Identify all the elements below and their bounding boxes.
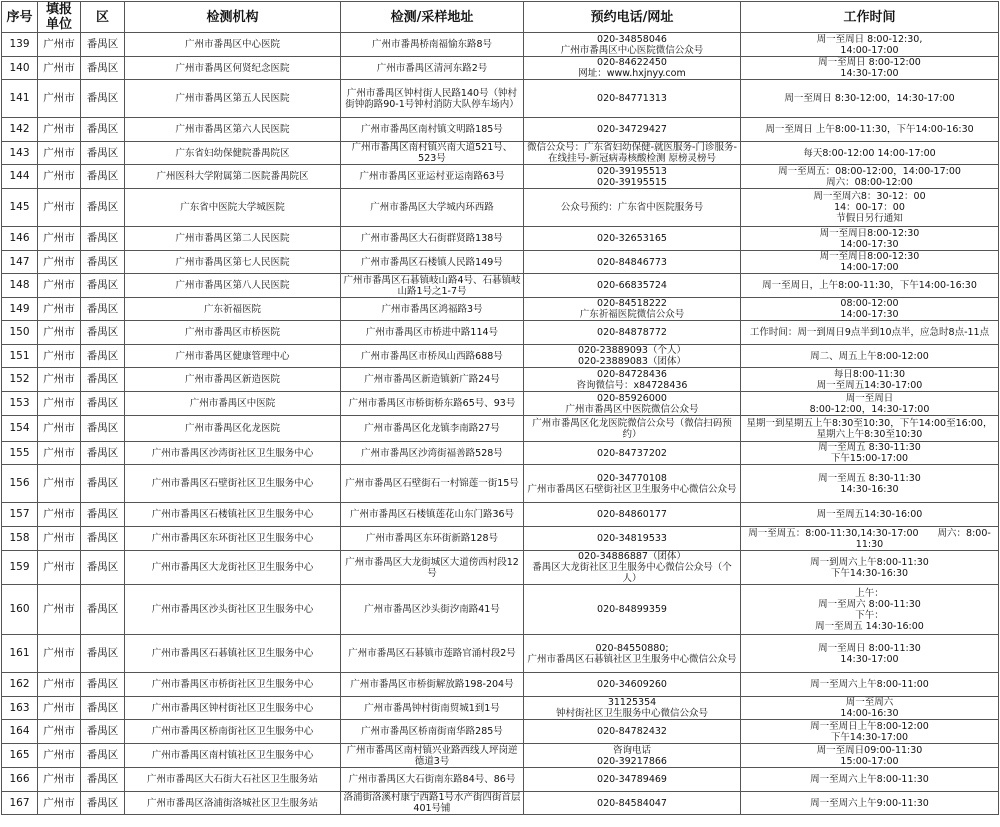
- row-index: 151: [2, 345, 38, 368]
- row-booking: 020-39195513 020-39195515: [524, 165, 741, 189]
- row-address: 广州市番禺区大石街南东路84号、86号: [341, 768, 524, 792]
- row-address: 广州市番禺区南村镇兴业路西线人坪岗逆德道3号: [341, 744, 524, 768]
- row-booking: 020-34819533: [524, 527, 741, 551]
- row-institution: 广东省妇幼保健院番禺院区: [125, 142, 341, 165]
- row-booking: 020-84584047: [524, 792, 741, 815]
- header-reporting-unit: 填报 单位: [38, 2, 81, 33]
- table-row: [2, 57, 999, 80]
- row-institution: 广州市番禺区沙头街社区卫生服务中心: [125, 585, 341, 635]
- row-district: 番禺区: [81, 744, 125, 768]
- row-index: 150: [2, 321, 38, 345]
- header-hours: 工作时间: [741, 2, 999, 33]
- row-district: 番禺区: [81, 321, 125, 345]
- row-address: 广州市番禺区石楼镇人民路149号: [341, 251, 524, 274]
- row-index: 167: [2, 792, 38, 815]
- row-address: 广州市番禺区化龙镇李南路27号: [341, 416, 524, 442]
- row-index: 154: [2, 416, 38, 442]
- table-row: [2, 720, 999, 744]
- table-row: [2, 442, 999, 465]
- row-booking: 020-84899359: [524, 585, 741, 635]
- row-hours: 周一至周六 14:00-16:30: [741, 697, 999, 720]
- table-row: [2, 585, 999, 635]
- row-index: 152: [2, 368, 38, 392]
- table-row: [2, 227, 999, 251]
- row-address: 广州市番禺区石楼镇莲花山东门路36号: [341, 503, 524, 527]
- row-hours: 周一至周日 上午8:00-11:30，下午14:00-16:30: [741, 118, 999, 142]
- row-hours: 周二、周五上午8:00-12:00: [741, 345, 999, 368]
- table-row: [2, 368, 999, 392]
- row-district: 番禺区: [81, 673, 125, 697]
- row-district: 番禺区: [81, 768, 125, 792]
- row-address: 广州市番禺区南村镇兴南大道521号、523号: [341, 142, 524, 165]
- row-booking: 020-84782432: [524, 720, 741, 744]
- row-index: 141: [2, 80, 38, 118]
- row-reporting-unit: 广州市: [38, 251, 81, 274]
- row-institution: 广州市番禺区东环街社区卫生服务中心: [125, 527, 341, 551]
- row-booking: 31125354 钟村街社区卫生服务中心微信公众号: [524, 697, 741, 720]
- row-reporting-unit: 广州市: [38, 465, 81, 503]
- table-row: [2, 744, 999, 768]
- row-hours: 周一至周六上午9:00-11:30: [741, 792, 999, 815]
- row-index: 140: [2, 57, 38, 80]
- row-hours: 周一至周日09:00-11:30 15:00-17:00: [741, 744, 999, 768]
- row-reporting-unit: 广州市: [38, 33, 81, 57]
- row-address: 广州市番禺桥南福愉东路8号: [341, 33, 524, 57]
- row-index: 161: [2, 635, 38, 673]
- row-hours: 周一至周五 8:30-11:30 下午15:00-17:00: [741, 442, 999, 465]
- row-index: 145: [2, 189, 38, 227]
- row-reporting-unit: 广州市: [38, 768, 81, 792]
- row-index: 142: [2, 118, 38, 142]
- row-index: 144: [2, 165, 38, 189]
- row-reporting-unit: 广州市: [38, 321, 81, 345]
- row-institution: 广州市番禺区第八人民医院: [125, 274, 341, 298]
- row-institution: 广州市番禺区中医院: [125, 392, 341, 416]
- row-institution: 广州市番禺区沙湾街社区卫生服务中心: [125, 442, 341, 465]
- row-district: 番禺区: [81, 720, 125, 744]
- row-index: 164: [2, 720, 38, 744]
- row-index: 158: [2, 527, 38, 551]
- row-address: 广州市番禺区沙湾街福善路528号: [341, 442, 524, 465]
- row-index: 165: [2, 744, 38, 768]
- row-index: 149: [2, 298, 38, 321]
- row-address: 广州市番禺区沙头街汐南路41号: [341, 585, 524, 635]
- row-hours: 星期一到星期五上午8:30至10:30，下午14:00至16:00，星期六上午8:30至10:30: [741, 416, 999, 442]
- row-reporting-unit: 广州市: [38, 392, 81, 416]
- row-reporting-unit: 广州市: [38, 165, 81, 189]
- row-institution: 广州市番禺区钟村街社区卫生服务中心: [125, 697, 341, 720]
- row-booking: 020-84771313: [524, 80, 741, 118]
- header-index: 序号: [2, 2, 38, 33]
- row-district: 番禺区: [81, 635, 125, 673]
- row-index: 156: [2, 465, 38, 503]
- row-hours: 每天8:00-12:00 14:00-17:00: [741, 142, 999, 165]
- row-district: 番禺区: [81, 465, 125, 503]
- row-booking: 020-85926000 广州市番禺区中医院微信公众号: [524, 392, 741, 416]
- row-address: 广州市番禺区市桥进中路114号: [341, 321, 524, 345]
- table-row: [2, 345, 999, 368]
- row-institution: 广州市番禺区中心医院: [125, 33, 341, 57]
- row-district: 番禺区: [81, 551, 125, 585]
- row-reporting-unit: 广州市: [38, 551, 81, 585]
- row-institution: 广州市番禺区第五人民医院: [125, 80, 341, 118]
- row-address: 广州市番禺区石碁镇岐山路4号、石碁镇岐山路1号之1-7号: [341, 274, 524, 298]
- row-index: 157: [2, 503, 38, 527]
- row-booking: 020-84550880; 广州市番禺区石碁镇社区卫生服务中心微信公众号: [524, 635, 741, 673]
- table-row: [2, 189, 999, 227]
- row-district: 番禺区: [81, 392, 125, 416]
- row-hours: 上午： 周一至周六 8:00-11:30 下午： 周一至周五 14:30-16:00: [741, 585, 999, 635]
- row-district: 番禺区: [81, 503, 125, 527]
- row-address: 广州市番禺区大学城内环西路: [341, 189, 524, 227]
- row-hours: 周一至周日 8:00-12:30, 14:00-17:00: [741, 33, 999, 57]
- row-district: 番禺区: [81, 142, 125, 165]
- row-booking: 020-84878772: [524, 321, 741, 345]
- row-institution: 广州市番禺区洛浦街洛城社区卫生服务站: [125, 792, 341, 815]
- row-index: 143: [2, 142, 38, 165]
- row-booking: 微信公众号：广东省妇幼保健-就医服务-门诊服务-在线挂号-新冠病毒核酸检测 原榜灵榜号: [524, 142, 741, 165]
- table-row: [2, 33, 999, 57]
- row-district: 番禺区: [81, 416, 125, 442]
- header-district: 区: [81, 2, 125, 33]
- row-index: 139: [2, 33, 38, 57]
- row-hours: 周一至周五 8:30-11:30 14:30-16:30: [741, 465, 999, 503]
- row-district: 番禺区: [81, 189, 125, 227]
- row-reporting-unit: 广州市: [38, 189, 81, 227]
- row-reporting-unit: 广州市: [38, 792, 81, 815]
- table-row: [2, 392, 999, 416]
- row-address: 广州市番禺区鸿福路3号: [341, 298, 524, 321]
- row-reporting-unit: 广州市: [38, 142, 81, 165]
- row-hours: 工作时间：周一到周日9点半到10点半，应急时8点-11点: [741, 321, 999, 345]
- row-hours: 周一至周五：8:00-11:30,14:30-17:00 周六：8:00-11:30: [741, 527, 999, 551]
- table-row: [2, 251, 999, 274]
- row-address: 广州市番禺区东环街新路128号: [341, 527, 524, 551]
- row-booking: 020-34858046 广州市番禺区中心医院微信公众号: [524, 33, 741, 57]
- row-hours: 周一至周日，上午8:00-11:30，下午14:00-16:30: [741, 274, 999, 298]
- row-reporting-unit: 广州市: [38, 80, 81, 118]
- row-institution: 广州市番禺区石楼镇社区卫生服务中心: [125, 503, 341, 527]
- table-row: [2, 80, 999, 118]
- row-address: 广州市番禺区钟村街人民路140号（钟村街钟韵路90-1号钟村消防大队停车场内）: [341, 80, 524, 118]
- row-index: 147: [2, 251, 38, 274]
- row-address: 广州市番禺区市桥街桥东路65号、93号: [341, 392, 524, 416]
- header-address: 检测/采样地址: [341, 2, 524, 33]
- row-address: 广州市番禺区大石街群贤路138号: [341, 227, 524, 251]
- row-reporting-unit: 广州市: [38, 527, 81, 551]
- row-address: 广州市番禺区桥南街南华路285号: [341, 720, 524, 744]
- row-hours: 周一至周日 8:00-11:30 14:30-17:00: [741, 635, 999, 673]
- row-institution: 广州市番禺区第六人民医院: [125, 118, 341, 142]
- row-district: 番禺区: [81, 697, 125, 720]
- row-district: 番禺区: [81, 585, 125, 635]
- row-district: 番禺区: [81, 227, 125, 251]
- row-institution: 广东祈福医院: [125, 298, 341, 321]
- row-district: 番禺区: [81, 442, 125, 465]
- row-hours: 周一到周六上午8:00-11:30 下午14:30-16:30: [741, 551, 999, 585]
- row-district: 番禺区: [81, 298, 125, 321]
- row-index: 160: [2, 585, 38, 635]
- row-institution: 广州市番禺区大龙街社区卫生服务中心: [125, 551, 341, 585]
- table-row: [2, 503, 999, 527]
- row-address: 广州市番禺区市桥凤山西路688号: [341, 345, 524, 368]
- row-address: 广州市番禺区大龙街城区大道傍西村段12号: [341, 551, 524, 585]
- table-row: [2, 416, 999, 442]
- row-booking: 020-34770108 广州市番禺区石壁街社区卫生服务中心微信公众号: [524, 465, 741, 503]
- table-row: [2, 165, 999, 189]
- row-district: 番禺区: [81, 80, 125, 118]
- row-institution: 广州市番禺区桥南街社区卫生服务中心: [125, 720, 341, 744]
- row-booking: 公众号预约：广东省中医院服务号: [524, 189, 741, 227]
- table-row: [2, 321, 999, 345]
- row-reporting-unit: 广州市: [38, 345, 81, 368]
- row-reporting-unit: 广州市: [38, 368, 81, 392]
- row-hours: 周一至周日 8:30-12:00，14:30-17:00: [741, 80, 999, 118]
- table-row: [2, 697, 999, 720]
- row-institution: 广东省中医院大学城医院: [125, 189, 341, 227]
- row-reporting-unit: 广州市: [38, 585, 81, 635]
- table-row: [2, 673, 999, 697]
- row-index: 166: [2, 768, 38, 792]
- row-hours: 周一至周五14:30-16:00: [741, 503, 999, 527]
- header-row: [2, 2, 999, 33]
- row-booking: 020-34886887（团体） 番禺区大龙街社区卫生服务中心微信公众号（个人）: [524, 551, 741, 585]
- row-index: 146: [2, 227, 38, 251]
- row-booking: 020-84622450 网址：www.hxjnyy.com: [524, 57, 741, 80]
- row-hours: 周一至周日8:00-12:30 14:00-17:00: [741, 251, 999, 274]
- row-hours: 周一至周日 8:00-12:00 14:30-17:00: [741, 57, 999, 80]
- table-row: [2, 142, 999, 165]
- row-hours: 周一至周日 8:00-12:00，14:30-17:00: [741, 392, 999, 416]
- row-booking: 020-84737202: [524, 442, 741, 465]
- row-address: 广州市番禺区石壁街石一村锦莲一街15号: [341, 465, 524, 503]
- row-institution: 广州市番禺区石碁镇社区卫生服务中心: [125, 635, 341, 673]
- row-hours: 08:00-12:00 14:00-17:30: [741, 298, 999, 321]
- row-address: 广州市番禺区石碁镇市莲路官涌村段2号: [341, 635, 524, 673]
- row-district: 番禺区: [81, 368, 125, 392]
- row-booking: 020-84518222 广东祈福医院微信公众号: [524, 298, 741, 321]
- table-row: [2, 768, 999, 792]
- row-booking: 020-34609260: [524, 673, 741, 697]
- row-hours: 周一至周日8:00-12:30 14:00-17:30: [741, 227, 999, 251]
- row-address: 洛浦街洛溪村康宁西路1号水产街四街首层401号铺: [341, 792, 524, 815]
- row-institution: 广州市番禺区第七人民医院: [125, 251, 341, 274]
- testing-sites-table: [1, 1, 998, 826]
- row-reporting-unit: 广州市: [38, 118, 81, 142]
- row-index: 148: [2, 274, 38, 298]
- row-reporting-unit: 广州市: [38, 503, 81, 527]
- row-booking: 020-32653165: [524, 227, 741, 251]
- row-institution: 广州市番禺区南村镇社区卫生服务中心: [125, 744, 341, 768]
- row-booking: 020-84860177: [524, 503, 741, 527]
- row-district: 番禺区: [81, 251, 125, 274]
- row-address: 广州市番禺区南村镇文明路185号: [341, 118, 524, 142]
- row-booking: 020-66835724: [524, 274, 741, 298]
- row-reporting-unit: 广州市: [38, 673, 81, 697]
- row-hours: 周一至周六上午8:00-11:00: [741, 673, 999, 697]
- row-address: 广州市番禺区新造镇新广路24号: [341, 368, 524, 392]
- row-reporting-unit: 广州市: [38, 227, 81, 251]
- row-institution: 广州市番禺区市桥街社区卫生服务中心: [125, 673, 341, 697]
- row-booking: 020-23889093（个人） 020-23889083（团体）: [524, 345, 741, 368]
- table-row: [2, 465, 999, 503]
- row-index: 153: [2, 392, 38, 416]
- table-row: [2, 551, 999, 585]
- header-booking: 预约电话/网址: [524, 2, 741, 33]
- row-index: 163: [2, 697, 38, 720]
- row-reporting-unit: 广州市: [38, 720, 81, 744]
- row-reporting-unit: 广州市: [38, 697, 81, 720]
- row-reporting-unit: 广州市: [38, 416, 81, 442]
- row-address: 广州市番禺区亚运村亚运南路63号: [341, 165, 524, 189]
- row-institution: 广州市番禺区第二人民医院: [125, 227, 341, 251]
- row-institution: 广州市番禺区大石街大石社区卫生服务站: [125, 768, 341, 792]
- row-district: 番禺区: [81, 165, 125, 189]
- row-booking: 020-34789469: [524, 768, 741, 792]
- row-address: 广州市番禺区市桥街解放路198-204号: [341, 673, 524, 697]
- row-institution: 广州市番禺区健康管理中心: [125, 345, 341, 368]
- row-booking: 咨询电话 020-39217866: [524, 744, 741, 768]
- row-institution: 广州市番禺区石壁街社区卫生服务中心: [125, 465, 341, 503]
- row-district: 番禺区: [81, 118, 125, 142]
- row-address: 广州市番禺区清河东路2号: [341, 57, 524, 80]
- row-reporting-unit: 广州市: [38, 635, 81, 673]
- row-address: 广州市番禺钟村街南贸城1到1号: [341, 697, 524, 720]
- header-institution: 检测机构: [125, 2, 341, 33]
- row-booking: 020-84728436 咨询微信号：x84728436: [524, 368, 741, 392]
- row-reporting-unit: 广州市: [38, 57, 81, 80]
- row-hours: 每日8:00-11:30 周一至周五14:30-17:00: [741, 368, 999, 392]
- row-institution: 广州市番禺区新造医院: [125, 368, 341, 392]
- table-row: [2, 527, 999, 551]
- row-index: 159: [2, 551, 38, 585]
- row-district: 番禺区: [81, 33, 125, 57]
- table-row: [2, 118, 999, 142]
- table-row: [2, 792, 999, 815]
- row-index: 155: [2, 442, 38, 465]
- row-booking: 020-34729427: [524, 118, 741, 142]
- row-reporting-unit: 广州市: [38, 442, 81, 465]
- row-reporting-unit: 广州市: [38, 744, 81, 768]
- row-institution: 广州市番禺区化龙医院: [125, 416, 341, 442]
- row-district: 番禺区: [81, 345, 125, 368]
- row-booking: 广州市番禺区化龙医院微信公众号（微信扫码预约）: [524, 416, 741, 442]
- row-reporting-unit: 广州市: [38, 298, 81, 321]
- table-row: [2, 274, 999, 298]
- row-district: 番禺区: [81, 527, 125, 551]
- row-index: 162: [2, 673, 38, 697]
- row-booking: 020-84846773: [524, 251, 741, 274]
- row-hours: 周一至周五：08:00-12:00，14:00-17:00 周六：08:00-12:00: [741, 165, 999, 189]
- row-institution: 广州医科大学附属第二医院番禺院区: [125, 165, 341, 189]
- row-institution: 广州市番禺区市桥医院: [125, 321, 341, 345]
- row-hours: 周一至周六8：30-12：00 14：00-17：00 节假日另行通知: [741, 189, 999, 227]
- row-district: 番禺区: [81, 792, 125, 815]
- row-hours: 周一至周六上午8:00-11:30: [741, 768, 999, 792]
- table-row: [2, 635, 999, 673]
- row-hours: 周一至周日上午8:00-12:00 下午14:30-17:00: [741, 720, 999, 744]
- row-institution: 广州市番禺区何贤纪念医院: [125, 57, 341, 80]
- row-reporting-unit: 广州市: [38, 274, 81, 298]
- table-row: [2, 298, 999, 321]
- row-district: 番禺区: [81, 57, 125, 80]
- row-district: 番禺区: [81, 274, 125, 298]
